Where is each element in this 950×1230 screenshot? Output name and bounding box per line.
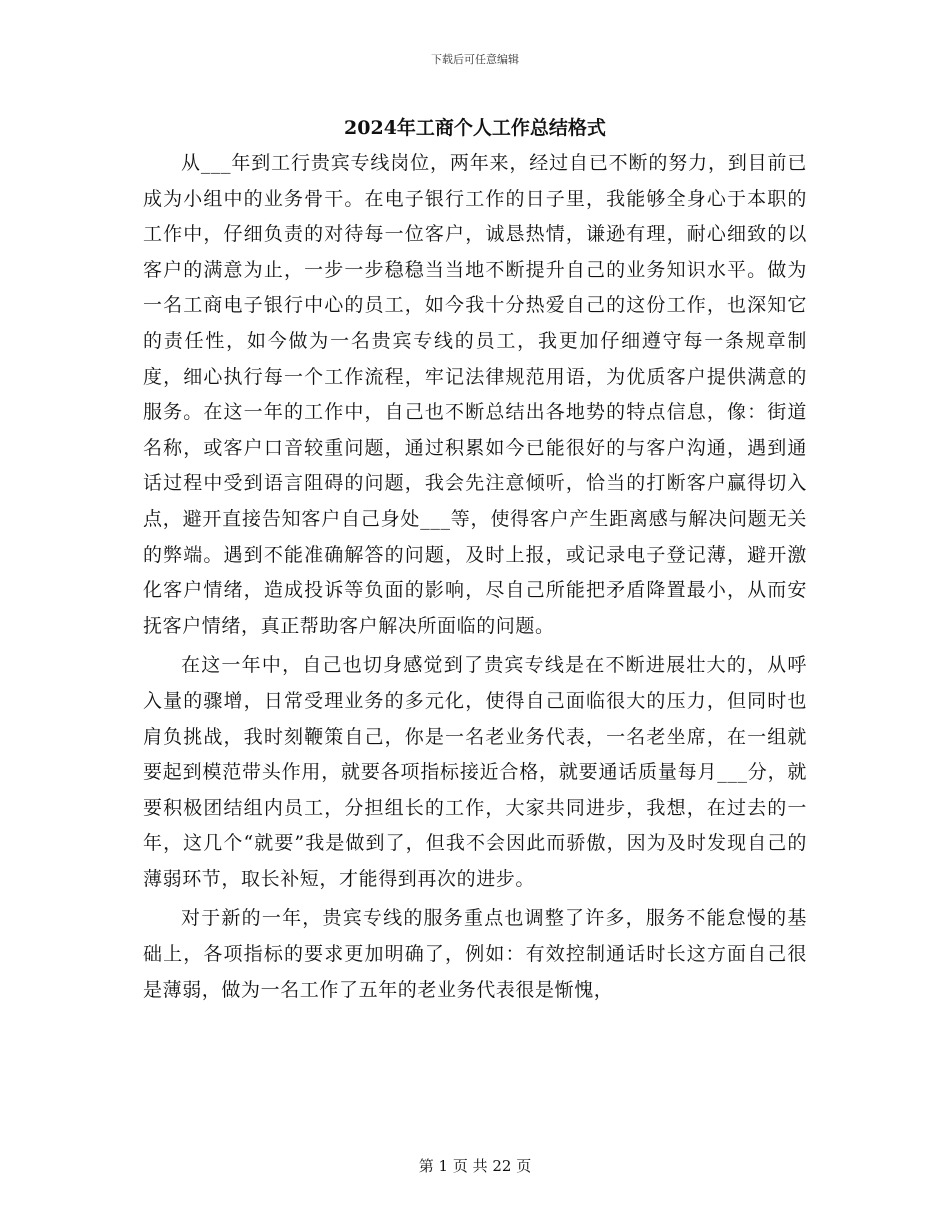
paragraph-3: 对于新的一年，贵宾专线的服务重点也调整了许多，服务不能怠慢的基础上，各项指标的要求更加明确了，例如：有效控制通话时长这方面自己很是薄弱，做为一名工作了五年的老业务代表很是惭愧， [143, 907, 807, 1001]
page-header-note: 下载后可任意编辑 [431, 53, 519, 66]
document-title: 2024年工商个人工作总结格式 [344, 117, 606, 139]
paragraph-2: 在这一年中，自己也切身感觉到了贵宾专线是在不断进展壮大的，从呼入量的骤增，日常受理业务的多元化，使得自己面临很大的压力，但同时也肩负挑战，我时刻鞭策自己，你是一名老业务代表，一名老坐席，在一组就要起到模范带头作用，就要各项指标接近合格，就要通话质量每月___分，就要积极团结组内员工，分担组长的工作，大家共同进步，我想，在过去的一年，这几个“就要”我是做到了，但我不会因此而骄傲，因为及时发现自己的薄弱环节，取长补短，才能得到再次的进步。 [143, 654, 807, 890]
paragraph-1: 从___年到工行贵宾专线岗位，两年来，经过自已不断的努力，到目前已成为小组中的业务骨干。在电子银行工作的日子里，我能够全身心于本职的工作中，仔细负责的对待每一位客户，诚恳热情，谦逊有理，耐心细致的以客户的满意为止，一步一步稳稳当当地不断提升自己的业务知识水平。做为一名工商电子银行中心的员工，如今我十分热爱自己的这份工作，也深知它的责任性，如今做为一名贵宾专线的员工，我更加仔细遵守每一条规章制度，细心执行每一个工作流程，牢记法律规范用语，为优质客户提供满意的服务。在这一年的工作中，自己也不断总结出各地势的特点信息，像：街道名称，或客户口音较重问题，通过积累如今已能很好的与客户沟通，遇到通话过程中受到语言阻碍的问题，我会先注意倾听，恰当的打断客户赢得切入点，避开直接告知客户自己身处___等，使得客户产生距离感与解决问题无关的弊端。遇到不能准确解答的问题，及时上报，或记录电子登记薄，避开激化客户情绪，造成投诉等负面的影响，尽自己所能把矛盾降置最小，从而安抚客户情绪，真正帮助客户解决所面临的问题。 [143, 152, 807, 637]
document-body [143, 146, 807, 1012]
page-number: 第 1 页 共 22 页 [418, 1157, 532, 1175]
